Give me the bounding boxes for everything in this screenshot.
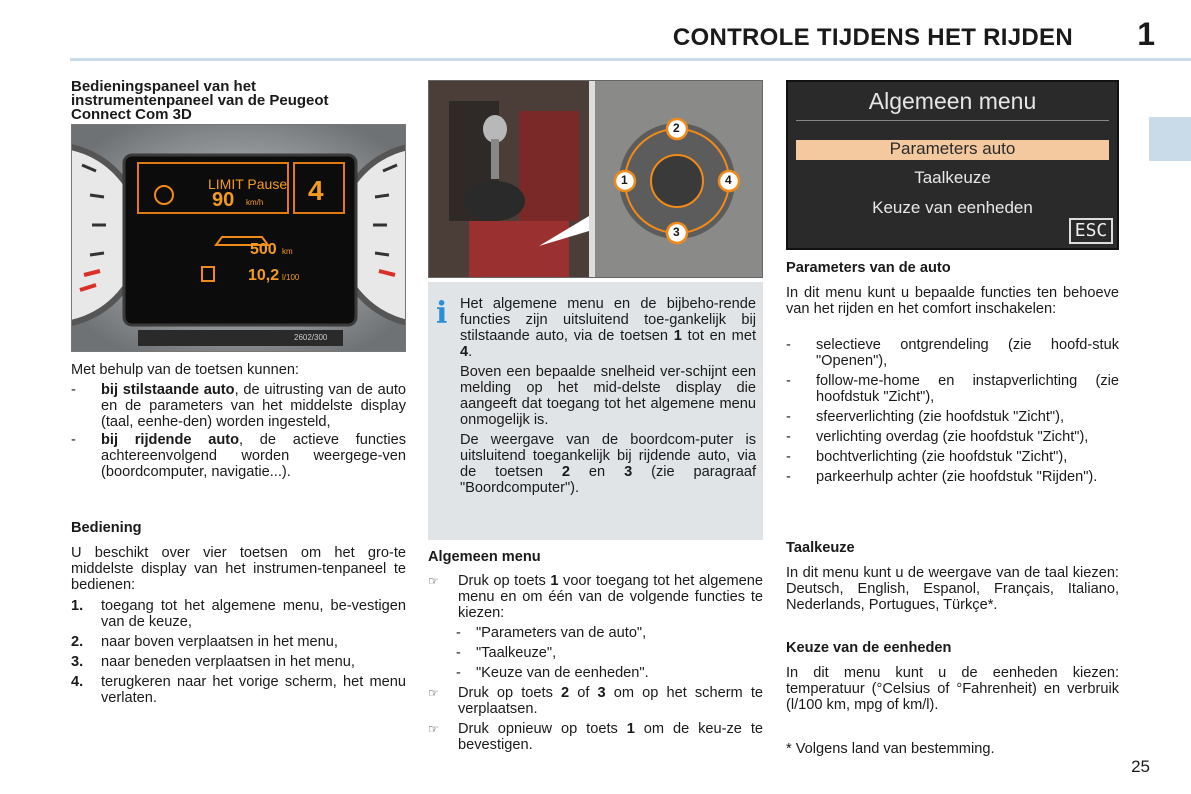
consumption-unit: l/100 — [282, 273, 300, 282]
intro-text: Met behulp van de toetsen kunnen: — [71, 362, 299, 378]
step-item: ☞ Druk op toets 2 of 3 om op het scherm te verplaatsen. — [428, 685, 763, 717]
info-paragraph-2: Boven een bepaalde snelheid ver-schijnt een melding op het mid-delste display die aangeeft dat toegang tot het algemene menu onmogelijk is. — [460, 364, 756, 428]
speed-unit: km/h — [246, 198, 264, 207]
bediening-heading: Bediening — [71, 520, 142, 536]
taalkeuze-text: In dit menu kunt u de weergave van de taal kiezen: Deutsch, English, Espanol, Français, Italiano, Nederlands, Portugues, Türkçe*. — [786, 565, 1119, 613]
list-item: - sfeerverlichting (zie hoofdstuk "Zicht"), — [786, 409, 1065, 425]
list-item: - "Keuze van de eenheden". — [456, 665, 649, 681]
eenheden-text: In dit menu kunt u de eenheden kiezen: temperatuur (°Celsius of °Fahrenheit) en verbruik (l/100 km, mpg of km/l). — [786, 665, 1119, 713]
hand-icon: ☞ — [428, 574, 439, 588]
mode-list — [71, 382, 406, 480]
dashboard-caption: Bedieningspaneel van het instrumentenpaneel van de Peugeot Connect Com 3D — [71, 78, 329, 123]
eenheden-heading: Keuze van de eenheden — [786, 640, 952, 656]
limit-label: LIMIT Pause — [208, 176, 288, 192]
menu-steps — [428, 573, 763, 753]
esc-label: ESC — [1069, 218, 1113, 244]
list-item: - selectieve ontgrendeling (zie hoofd-stuk "Openen"), — [786, 337, 1119, 369]
button-1-label: 1 — [621, 173, 628, 187]
step-item: ☞ Druk opnieuw op toets 1 om de keu-ze te bevestigen. — [428, 721, 763, 753]
list-item: - verlichting overdag (zie hoofdstuk "Zicht"), — [786, 429, 1089, 445]
list-item: - parkeerhulp achter (zie hoofdstuk "Rijden"). — [786, 469, 1098, 485]
gear-value: 4 — [308, 175, 324, 206]
screen-item-taalkeuze: Taalkeuze — [914, 168, 991, 187]
algemeen-menu-heading: Algemeen menu — [428, 549, 541, 565]
page-number: 25 — [1131, 757, 1150, 776]
header-divider — [70, 58, 1191, 61]
taalkeuze-heading: Taalkeuze — [786, 540, 855, 556]
parameters-list — [786, 337, 1119, 485]
parameters-text: In dit menu kunt u bepaalde functies ten behoeve van het rijden en het comfort inschakelen: — [786, 285, 1119, 317]
button-2-label: 2 — [673, 121, 680, 135]
screen-item-eenheden: Keuze van eenheden — [872, 198, 1033, 217]
button-function-list — [71, 598, 406, 706]
chapter-tab — [1149, 117, 1191, 161]
screen-title: Algemeen menu — [868, 88, 1037, 114]
dashboard-image — [71, 124, 406, 352]
footnote: * Volgens land van bestemming. — [786, 741, 995, 757]
info-icon: i — [436, 296, 448, 331]
hand-icon: ☞ — [428, 722, 439, 736]
screen-divider — [796, 120, 1109, 121]
screen-item-parameters: Parameters auto — [889, 139, 1016, 158]
list-item: - bij rijdende auto, de actieve functies achtereenvolgend worden weergege-ven (boordcomputer, navigatie...). — [71, 432, 406, 480]
page-title: CONTROLE TIJDENS HET RIJDEN — [672, 24, 1073, 51]
step-item: ☞ Druk op toets 1 voor toegang tot het algemene menu en om één van de volgende functies te kiezen: — [428, 573, 763, 621]
list-item: 2. naar boven verplaatsen in het menu, — [71, 634, 338, 650]
general-menu-screen — [786, 80, 1119, 250]
list-item: - "Parameters van de auto", — [456, 625, 647, 641]
chapter-number: 1 — [1137, 16, 1155, 52]
list-item: - bij stilstaande auto, de uitrusting van de auto en de parameters van het middelste display (taal, eenhe-den) worden ingesteld, — [71, 382, 406, 430]
steering-controls-image — [428, 80, 763, 278]
button-3-label: 3 — [673, 225, 680, 239]
info-box — [428, 282, 763, 540]
info-paragraph-3: De weergave van de boordcom-puter is uitsluitend toegankelijk bij rijdende auto, via de toetsen 2 en 3 (zie paragraaf "Boordcomputer"). — [460, 432, 756, 496]
list-item: - "Taalkeuze", — [456, 645, 557, 661]
list-item: 1. toegang tot het algemene menu, be-vestigen van de keuze, — [71, 598, 406, 630]
bediening-text: U beschikt over vier toetsen om het gro-te middelste display van het instrumen-tenpaneel te bedienen: — [71, 545, 406, 593]
range-unit: km — [282, 247, 293, 256]
info-paragraph-1: Het algemene menu en de bijbeho-rende functies zijn uitsluitend toe-gankelijk bij stilstaande auto, via de toetsen 1 tot en met 4. — [460, 296, 756, 360]
list-item: 3. naar beneden verplaatsen in het menu, — [71, 654, 355, 670]
speed-value: 90 — [212, 189, 235, 211]
list-item: 4. terugkeren naar het vorige scherm, het menu verlaten. — [71, 674, 406, 706]
range-value: 500 — [250, 241, 277, 258]
hand-icon: ☞ — [428, 686, 439, 700]
submenu-list — [456, 625, 763, 681]
consumption-value: 10,2 — [248, 267, 280, 284]
parameters-heading: Parameters van de auto — [786, 260, 951, 276]
list-item: - follow-me-home en instapverlichting (zie hoofdstuk "Zicht"), — [786, 373, 1119, 405]
odometer: 2602/300 — [294, 333, 328, 342]
button-4-label: 4 — [725, 173, 732, 187]
list-item: - bochtverlichting (zie hoofdstuk "Zicht"), — [786, 449, 1068, 465]
